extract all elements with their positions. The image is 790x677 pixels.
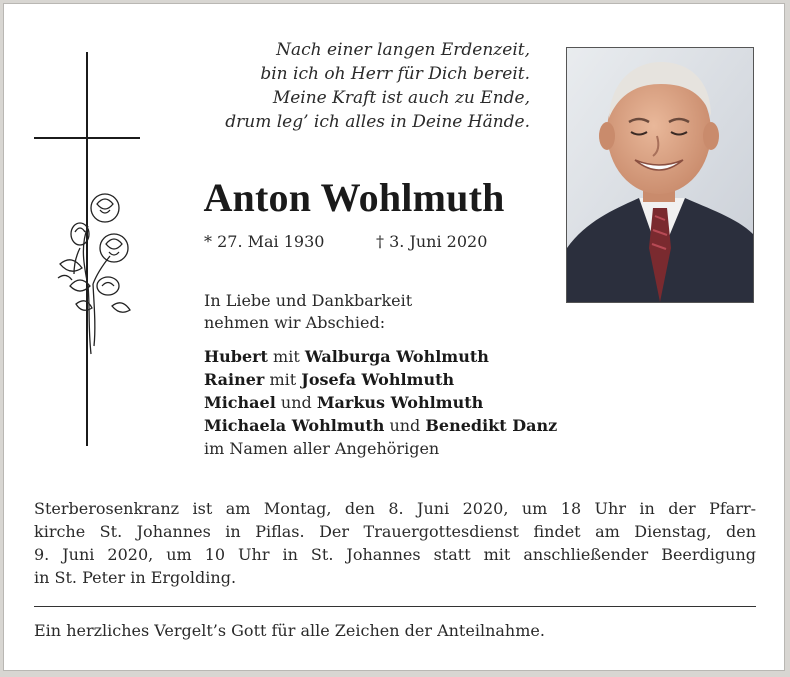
family-line (204, 345, 557, 368)
birth-date: * 27. Mai 1930 (204, 232, 325, 251)
divider (34, 606, 756, 607)
family-connector: und (384, 416, 426, 435)
family-name: Benedikt Danz (425, 416, 558, 435)
family-connector: mit (264, 370, 302, 389)
family-name: Michael (204, 393, 276, 412)
announcement-line: kirche St. Johannes in Piflas. Der Trauergottesdienst findet am Dienstag, den (34, 522, 756, 541)
announcement-line: in St. Peter in Ergolding. (34, 568, 237, 587)
poem-line: Nach einer langen Erdenzeit, (276, 40, 530, 60)
poem-line: bin ich oh Herr für Dich bereit. (260, 64, 530, 84)
farewell-intro (204, 290, 412, 334)
announcement-line: Sterberosenkranz ist am Montag, den 8. Juni 2020, um 18 Uhr in der Pfarr- (34, 499, 756, 518)
family-connector: und (275, 393, 317, 412)
deceased-name: Anton Wohlmuth (203, 175, 505, 220)
poem-line: Meine Kraft ist auch zu Ende, (272, 88, 530, 108)
funeral-announcement (34, 497, 756, 589)
family-closing: im Namen aller Angehörigen (204, 439, 440, 458)
obituary-notice (3, 3, 785, 671)
poem-line: drum leg’ ich alles in Deine Hände. (225, 112, 530, 132)
roses-icon (50, 186, 136, 358)
announcement-line: 9. Juni 2020, um 10 Uhr in St. Johannes statt mit anschließender Beerdigung (34, 545, 756, 564)
intro-line: nehmen wir Abschied: (204, 313, 386, 332)
family-name: Rainer (204, 370, 265, 389)
family-name: Michaela Wohlmuth (204, 416, 385, 435)
family-line (204, 391, 557, 414)
family-connector: mit (267, 347, 305, 366)
family-name: Walburga Wohlmuth (304, 347, 489, 366)
family-name: Josefa Wohlmuth (301, 370, 455, 389)
family-line (204, 368, 557, 391)
family-name: Markus Wohlmuth (316, 393, 484, 412)
portrait-photo (566, 47, 754, 303)
family-list (204, 345, 557, 460)
family-line (204, 414, 557, 437)
cross-icon-bar (34, 137, 140, 139)
family-name: Hubert (204, 347, 268, 366)
thanks-line: Ein herzliches Vergelt’s Gott für alle Zeichen der Anteilnahme. (34, 621, 545, 640)
death-date: † 3. Juni 2020 (376, 232, 488, 251)
poem (174, 38, 530, 134)
intro-line: In Liebe und Dankbarkeit (204, 291, 413, 310)
